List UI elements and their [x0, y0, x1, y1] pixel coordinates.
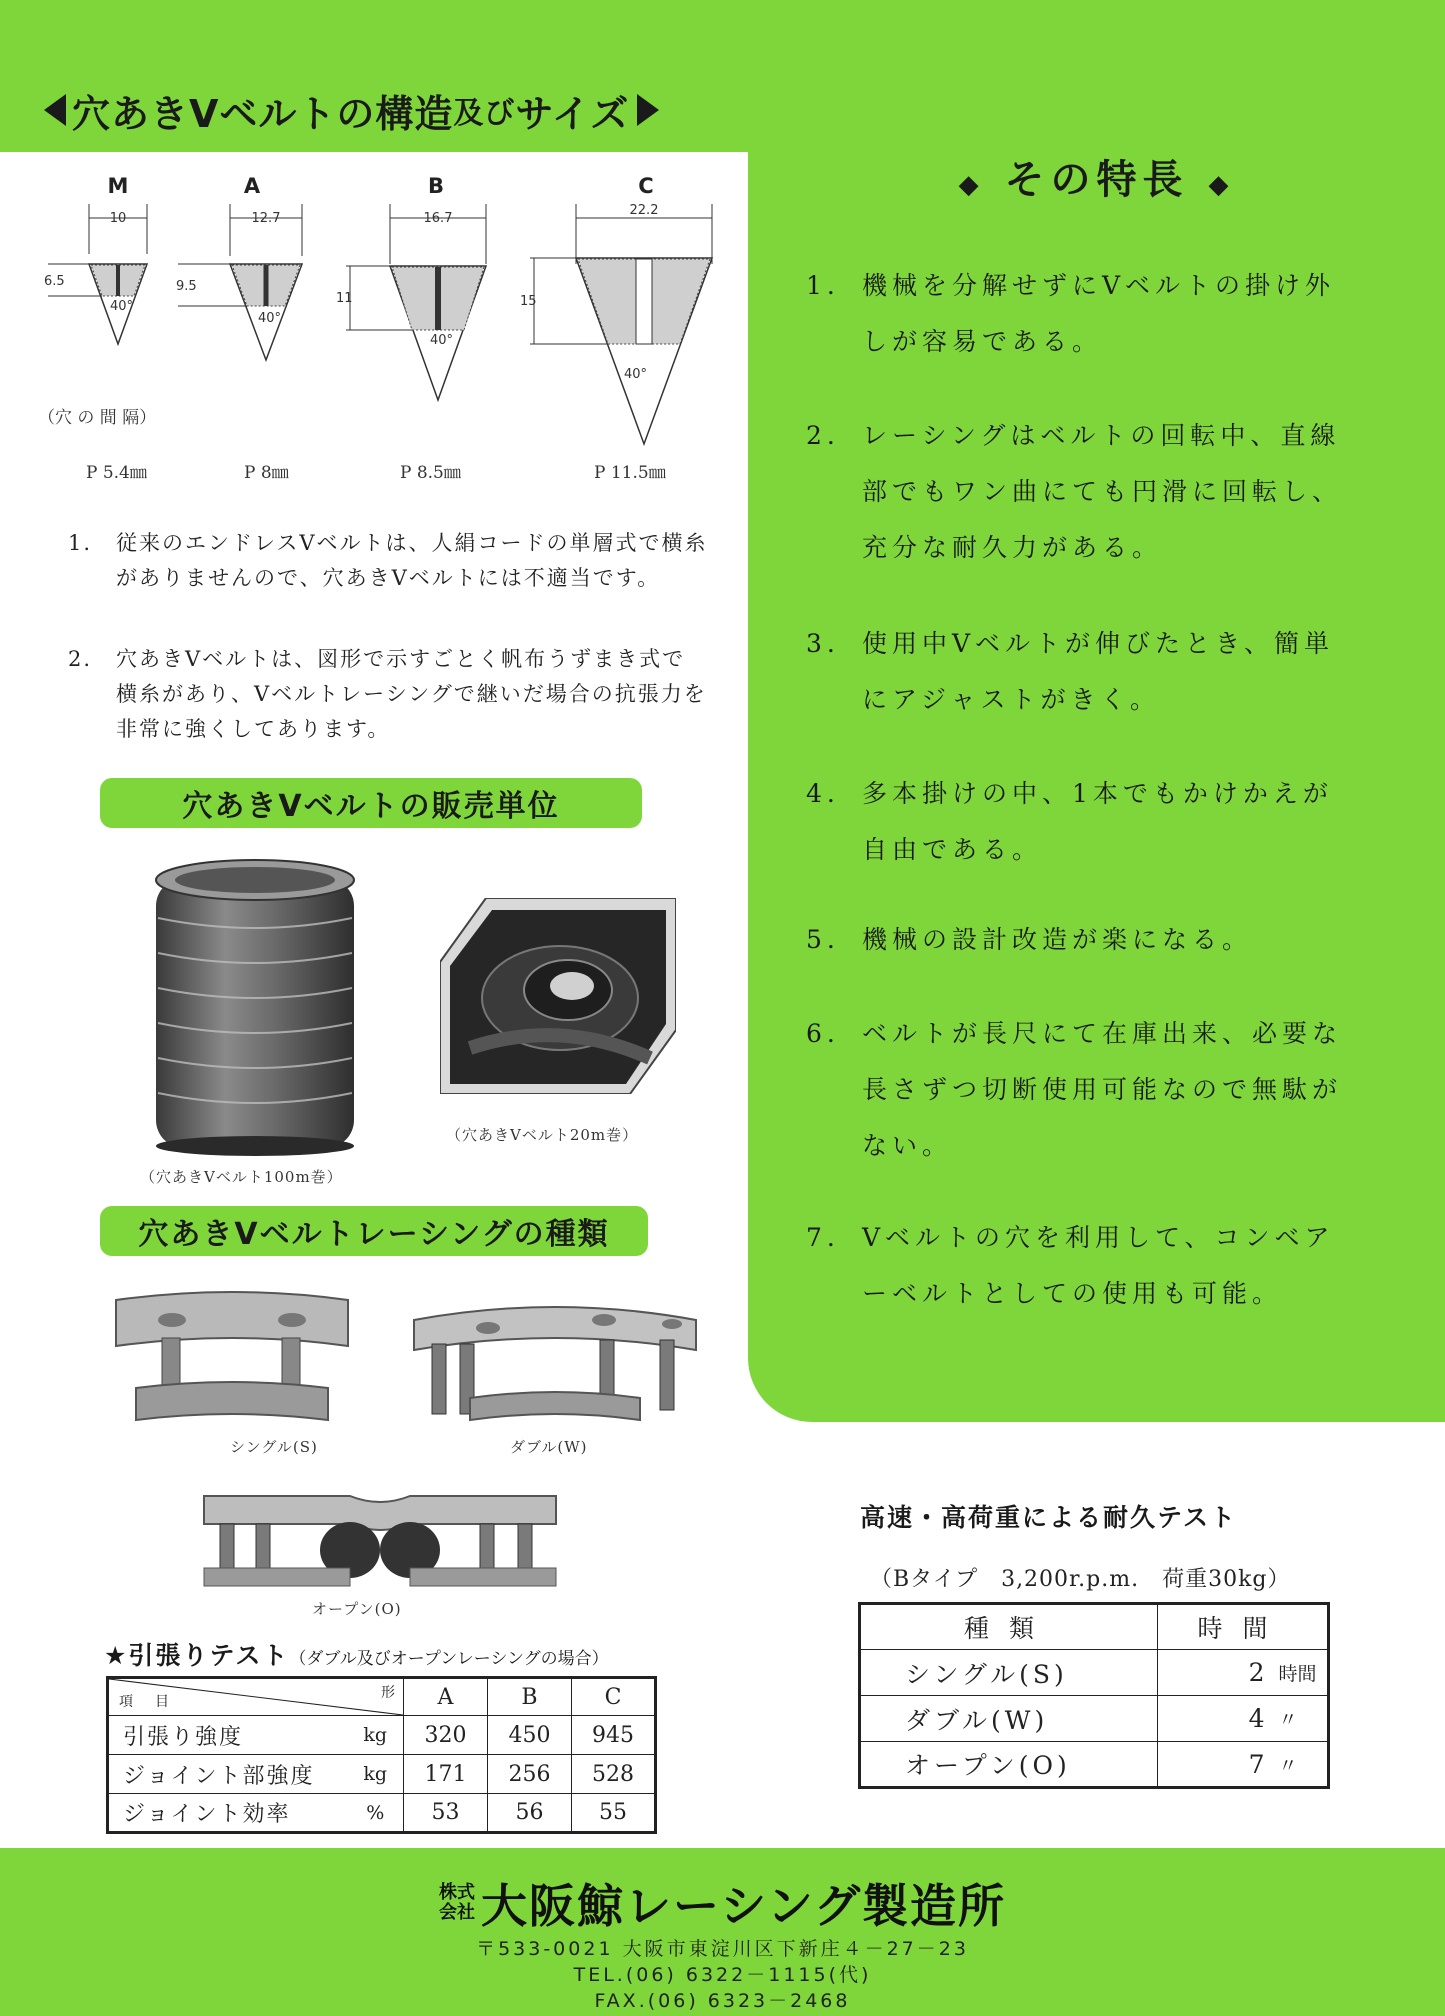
- row-unit: kg: [348, 1755, 404, 1794]
- pitch-a: P 8㎜: [244, 463, 289, 483]
- column-header-b: B: [488, 1678, 572, 1716]
- single-lacing-image: [112, 1280, 352, 1428]
- kabu-bottom: 会社: [438, 1902, 475, 1923]
- table-corner-cell: [108, 1678, 404, 1716]
- cell-value: 55: [572, 1794, 656, 1833]
- company-tel: TEL.(06) 6322－1115(代): [573, 1964, 872, 1986]
- dim-height-c: 15: [520, 294, 537, 309]
- feature-text: 多本掛けの中、1本でもかけかえが自由である。: [862, 779, 1333, 864]
- sales-unit-title: 穴あきVベルトの販売単位: [100, 778, 642, 828]
- corner-item-label: 項 目: [119, 1694, 173, 1710]
- kabushiki-kaisha-mark: [439, 1883, 475, 1923]
- triangle-left-icon: [44, 94, 66, 126]
- triangle-right-icon: [637, 94, 659, 126]
- row-time-unit: 〃: [1279, 1742, 1329, 1788]
- cell-value: 56: [488, 1794, 572, 1833]
- row-item: ジョイント部強度: [108, 1755, 348, 1794]
- dim-width-m: 10: [109, 211, 127, 226]
- cell-value: 53: [404, 1794, 488, 1833]
- table-header-row: [108, 1678, 656, 1716]
- row-time-unit: 時間: [1279, 1650, 1329, 1696]
- feature-item-2: [806, 408, 1346, 576]
- table-row: [108, 1716, 656, 1755]
- structure-heading: [44, 82, 659, 138]
- row-item: 引張り強度: [108, 1716, 348, 1755]
- dim-angle-c: 40°: [624, 367, 648, 382]
- feature-item-5: [806, 912, 1346, 968]
- dim-height-a: 9.5: [176, 279, 197, 294]
- table-header-row: [860, 1604, 1329, 1650]
- pitch-m: P 5.4㎜: [86, 463, 147, 483]
- heading-small-text: 及び: [453, 96, 516, 131]
- feature-text: 機械を分解せずにVベルトの掛け外しが容易である。: [862, 271, 1336, 356]
- kabu-top: 株式: [438, 1882, 475, 1903]
- feature-number: 6.: [806, 1019, 840, 1048]
- feature-item-4: [806, 766, 1346, 878]
- belt-box-20m-image: [440, 898, 676, 1094]
- features-title-text: その特長: [1004, 157, 1189, 203]
- note-number: 2.: [68, 647, 93, 671]
- features-title: [748, 148, 1445, 205]
- durability-table: [858, 1602, 1330, 1789]
- row-time: 4: [1158, 1696, 1279, 1742]
- tensile-title-sub: （ダブル及びオープンレーシングの場合）: [289, 1649, 609, 1669]
- note-text: 穴あきVベルトは、図形で示すごとく帆布うずまき式で横糸があり、Vベルトレーシングで継いだ場合の抗張力を非常に強くしてあります。: [116, 647, 707, 741]
- belt-roll-100m-image: [150, 858, 360, 1158]
- feature-text: レーシングはベルトの回転中、直線部でもワン曲にても円滑に回転し、充分な耐久力がある。: [862, 421, 1343, 562]
- cell-value: 171: [404, 1755, 488, 1794]
- company-name-text: 大阪鯨レーシング製造所: [480, 1879, 1006, 1933]
- feature-number: 1.: [806, 271, 840, 300]
- feature-number: 7.: [806, 1223, 840, 1252]
- column-header-c: C: [572, 1678, 656, 1716]
- feature-number: 4.: [806, 779, 840, 808]
- note-number: 1.: [68, 531, 93, 555]
- cell-value: 528: [572, 1755, 656, 1794]
- feature-number: 5.: [806, 925, 840, 954]
- dim-angle-a: 40°: [258, 311, 282, 326]
- feature-item-1: [806, 258, 1346, 370]
- pitch-caption: （穴 の 間 隔）: [38, 408, 157, 428]
- row-time: 2: [1158, 1650, 1279, 1696]
- diagram-c: [516, 174, 736, 444]
- feature-item-6: [806, 1006, 1346, 1174]
- table-row: [108, 1755, 656, 1794]
- pitch-b: P 8.5㎜: [400, 463, 461, 483]
- row-kind: シングル(S): [860, 1650, 1158, 1696]
- feature-item-3: [806, 616, 1346, 728]
- corner-type-label: 形: [381, 1685, 395, 1701]
- dim-height-b: 11: [336, 291, 353, 306]
- dim-width-a: 12.7: [251, 211, 281, 226]
- caption-single: シングル(S): [230, 1438, 318, 1456]
- dim-angle-m: 40°: [110, 299, 134, 314]
- tensile-test-title: [104, 1636, 609, 1672]
- feature-text: ベルトが長尺にて在庫出来、必要な長さずつ切断使用可能なので無駄がない。: [862, 1019, 1343, 1160]
- heading-tail-text: サイズ: [515, 91, 630, 136]
- row-time: 7: [1158, 1742, 1279, 1788]
- caption-double: ダブル(W): [510, 1438, 588, 1456]
- tensile-test-table: [106, 1676, 657, 1834]
- belt-section-b-svg: [336, 174, 536, 400]
- feature-text: Vベルトの穴を利用して、コンベアーベルトとしての使用も可能。: [862, 1223, 1335, 1308]
- feature-number: 2.: [806, 421, 840, 450]
- belt-section-c-svg: [516, 174, 736, 444]
- dim-width-b: 16.7: [423, 211, 453, 226]
- structure-note-2: [68, 642, 708, 747]
- structure-note-1: [68, 526, 708, 596]
- belt-section-a-svg: [172, 174, 332, 360]
- diagram-a: [172, 174, 332, 360]
- column-header-time: 時間: [1158, 1604, 1329, 1650]
- table-row: [860, 1742, 1329, 1788]
- feature-text: 使用中Vベルトが伸びたとき、簡単にアジャストがきく。: [862, 629, 1335, 714]
- row-kind: ダブル(W): [860, 1696, 1158, 1742]
- cell-value: 256: [488, 1755, 572, 1794]
- diagram-type-label: C: [638, 174, 654, 198]
- dim-angle-b: 40°: [430, 333, 454, 348]
- open-lacing-image: [200, 1488, 560, 1592]
- row-time-unit: 〃: [1279, 1696, 1329, 1742]
- durability-condition: （Bタイプ 3,200r.p.m. 荷重30kg）: [870, 1567, 1291, 1592]
- row-item: ジョイント効率: [108, 1794, 348, 1833]
- tensile-title-main: ★引張りテスト: [104, 1641, 290, 1670]
- row-kind: オープン(O): [860, 1742, 1158, 1788]
- column-header-a: A: [404, 1678, 488, 1716]
- durability-title: 高速・高荷重による耐久テスト: [860, 1503, 1238, 1532]
- table-row: [108, 1794, 656, 1833]
- table-row: [860, 1696, 1329, 1742]
- diagram-type-label: A: [243, 174, 261, 198]
- row-unit: kg: [348, 1716, 404, 1755]
- diagram-type-label: M: [107, 174, 129, 198]
- diamond-right-icon: ◆: [1208, 170, 1235, 200]
- lacing-types-title: 穴あきVベルトレーシングの種類: [100, 1206, 648, 1256]
- diagram-b: [336, 174, 536, 400]
- caption-100m: （穴あきVベルト100m巻）: [140, 1168, 343, 1186]
- company-fax: FAX.(06) 6323－2468: [594, 1990, 851, 2012]
- company-address: 〒533-0021 大阪市東淀川区下新庄４－27－23: [476, 1938, 969, 1960]
- cell-value: 945: [572, 1716, 656, 1755]
- dim-width-c: 22.2: [629, 203, 659, 218]
- column-header-kind: 種類: [860, 1604, 1158, 1650]
- cell-value: 450: [488, 1716, 572, 1755]
- double-lacing-image: [410, 1290, 700, 1430]
- diagram-type-label: B: [427, 174, 444, 198]
- pitch-c: P 11.5㎜: [594, 463, 666, 483]
- diamond-left-icon: ◆: [958, 170, 985, 200]
- caption-20m: （穴あきVベルト20m巻）: [446, 1126, 639, 1144]
- caption-open: オープン(O): [312, 1600, 402, 1618]
- dim-height-m: 6.5: [44, 274, 65, 289]
- company-name: [0, 1870, 1445, 1936]
- heading-main-text: 穴あきVベルトの構造: [72, 91, 454, 136]
- row-unit: %: [348, 1794, 404, 1833]
- feature-text: 機械の設計改造が楽になる。: [862, 925, 1253, 954]
- feature-item-7: [806, 1210, 1346, 1322]
- note-text: 従来のエンドレスVベルトは、人絹コードの単層式で横糸がありませんので、穴あきVベルトには不適当です。: [116, 531, 708, 590]
- feature-number: 3.: [806, 629, 840, 658]
- cell-value: 320: [404, 1716, 488, 1755]
- table-row: [860, 1650, 1329, 1696]
